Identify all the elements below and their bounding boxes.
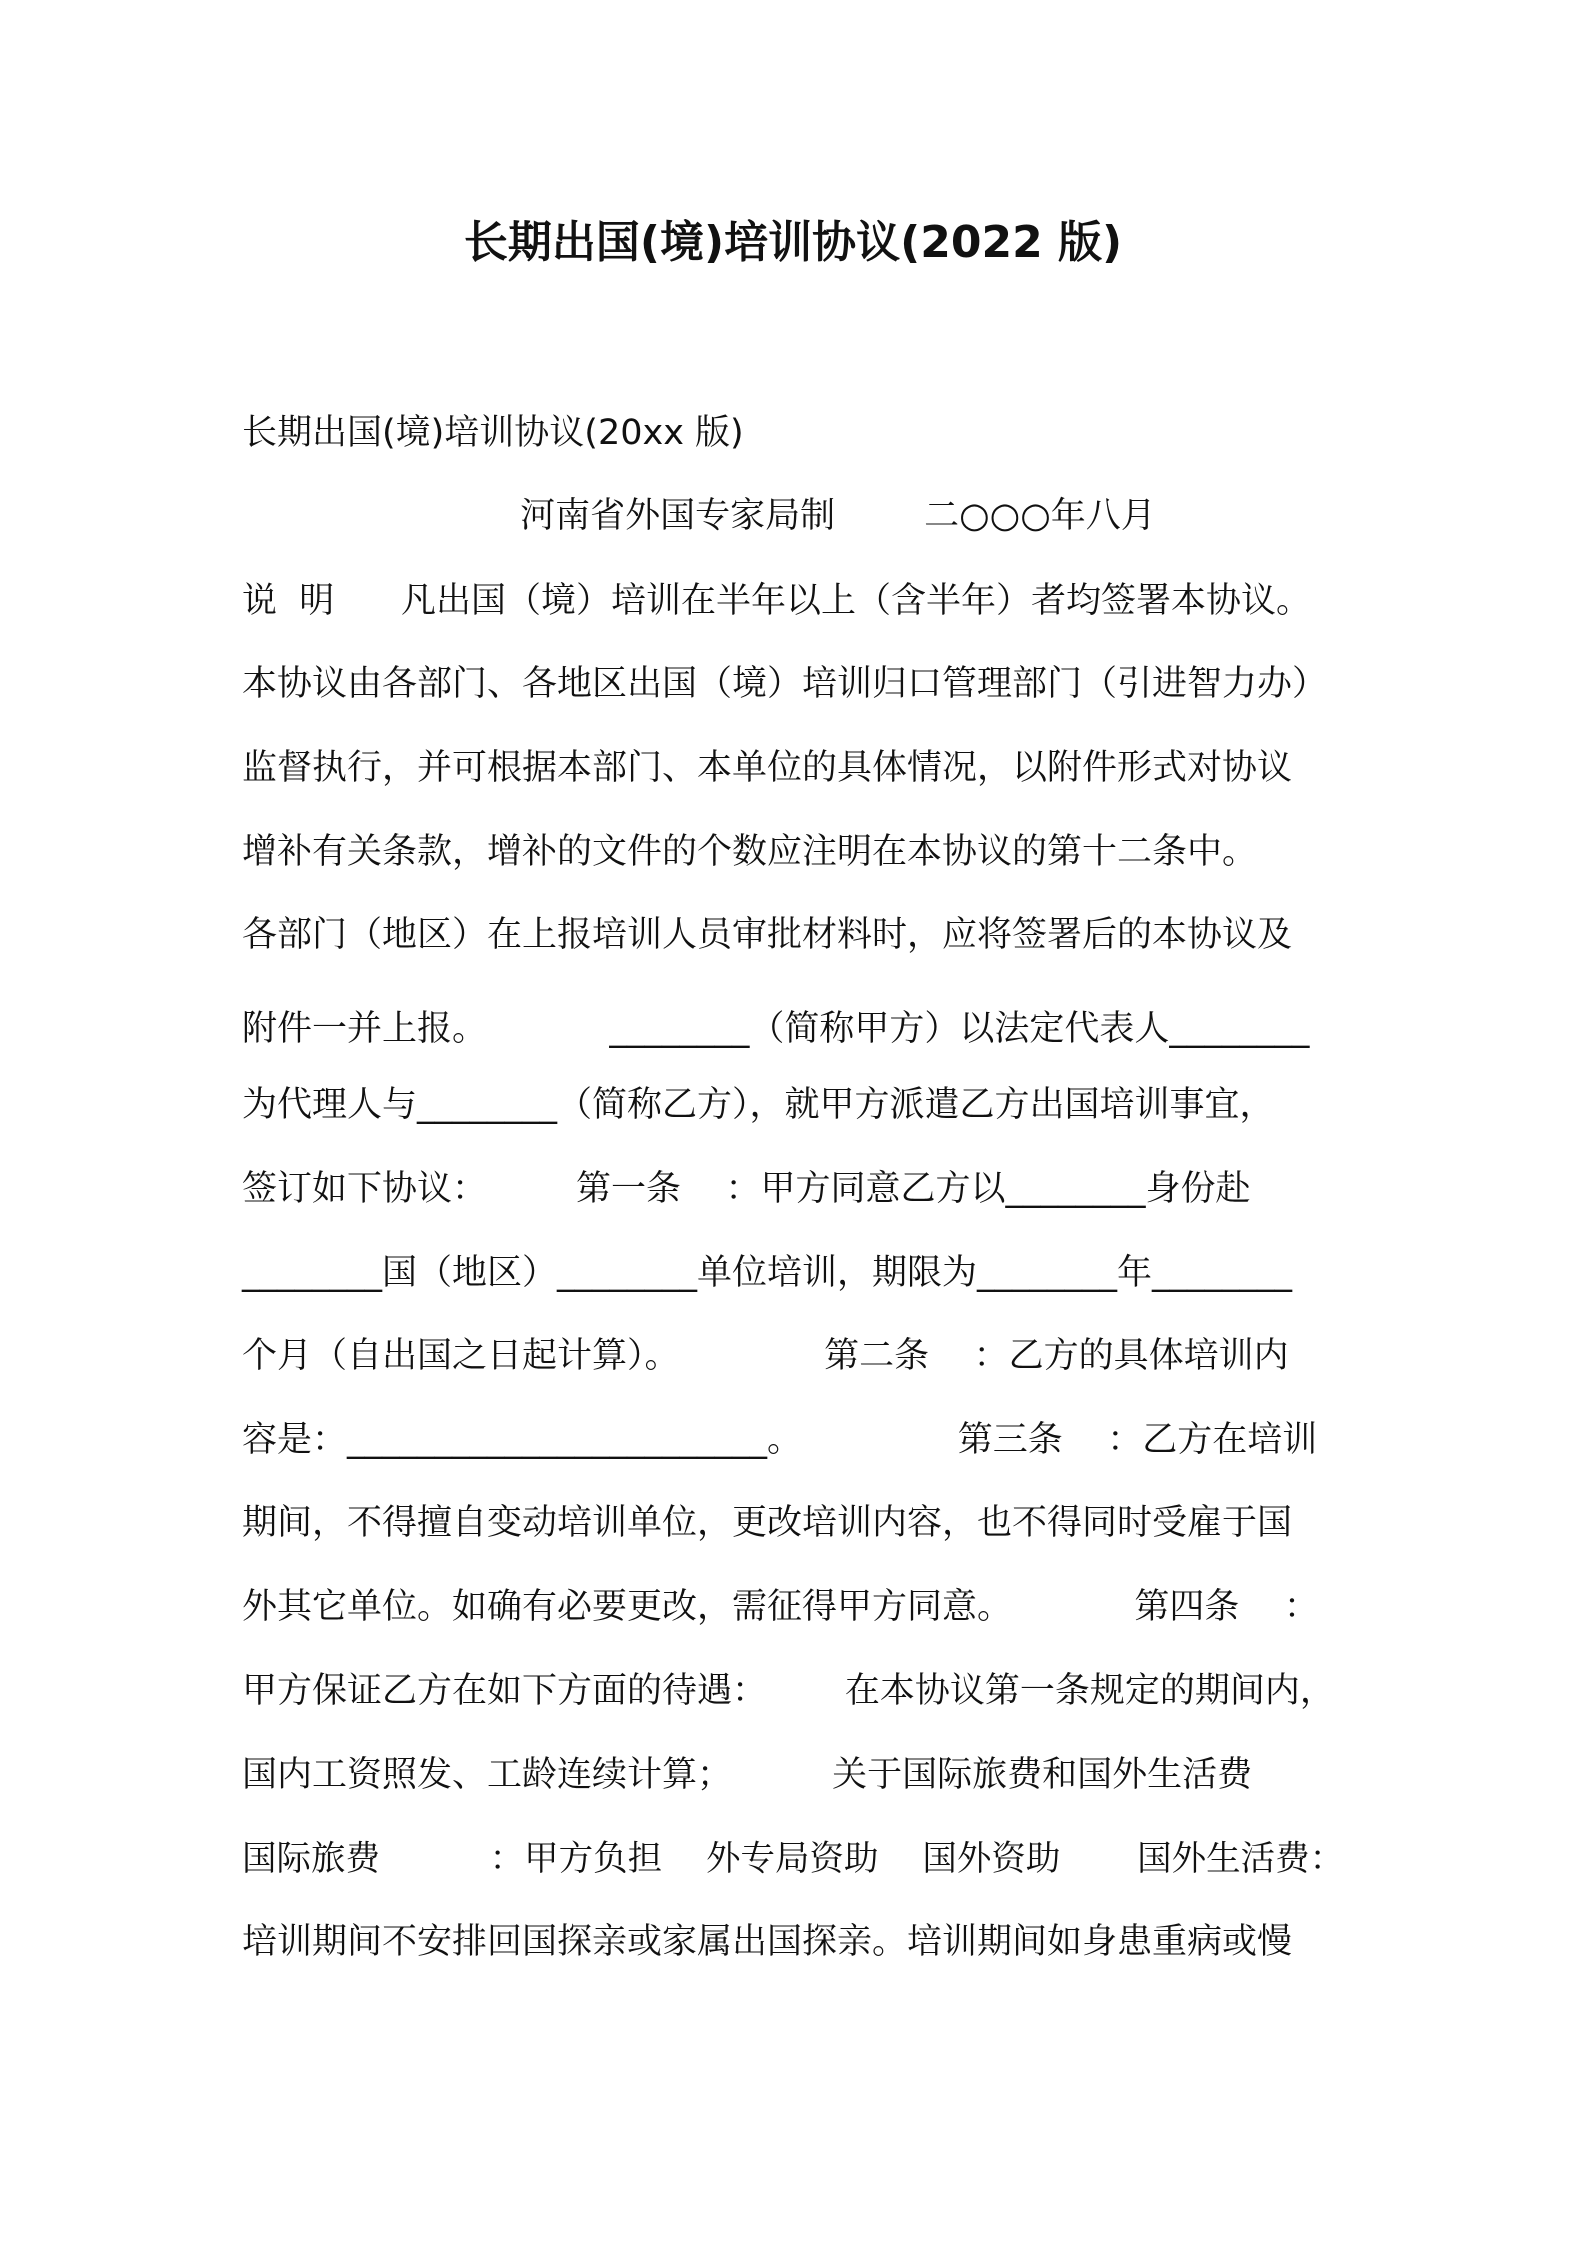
body-line: 各部门（地区）在上报培训人员审批材料时，应将签署后的本协议及 <box>242 915 1293 955</box>
body-line: ________国（地区）________单位培训，期限为________年________ <box>242 1253 1293 1293</box>
body-line: 为代理人与________（简称乙方），就甲方派遣乙方出国培训事宜， <box>242 1085 1275 1125</box>
document-title: 长期出国(境)培训协议(2022 版) <box>463 217 1123 268</box>
body-line: 容是：________________________。 第三条 ：乙方在培训 <box>242 1420 1318 1460</box>
body-line: 培训期间不安排回国探亲或家属出国探亲。培训期间如身患重病或慢 <box>242 1922 1293 1962</box>
body-line: 个月（自出国之日起计算）。 第二条 ：乙方的具体培训内 <box>242 1336 1289 1376</box>
body-line: 期间，不得擅自变动培训单位，更改培训内容，也不得同时受雇于国 <box>242 1503 1293 1543</box>
issuer-date-line: 河南省外国专家局制 二○○○年八月 <box>242 496 1156 536</box>
body-line: 增补有关条款，增补的文件的个数应注明在本协议的第十二条中。 <box>242 832 1258 872</box>
body-line: 国际旅费 ：甲方负担 外专局资助 国外资助 国外生活费： <box>242 1839 1345 1879</box>
body-line: 甲方保证乙方在如下方面的待遇： 在本协议第一条规定的期间内， <box>242 1671 1335 1711</box>
body-line: 本协议由各部门、各地区出国（境）培训归口管理部门（引进智力办） <box>242 664 1328 704</box>
body-line: 说 明 凡出国（境）培训在半年以上（含半年）者均签署本协议。 <box>242 581 1312 621</box>
body-line: 附件一并上报。 ________（简称甲方）以法定代表人________ <box>242 1009 1310 1049</box>
body-line: 签订如下协议： 第一条 ：甲方同意乙方以________身份赴 <box>242 1169 1251 1209</box>
subtitle-line: 长期出国(境)培训协议(20xx 版) <box>242 413 744 453</box>
body-line: 国内工资照发、工龄连续计算； 关于国际旅费和国外生活费 <box>242 1755 1253 1795</box>
body-line: 监督执行，并可根据本部门、本单位的具体情况，以附件形式对协议 <box>242 748 1293 788</box>
body-line: 外其它单位。如确有必要更改，需征得甲方同意。 第四条 ： <box>242 1587 1319 1627</box>
